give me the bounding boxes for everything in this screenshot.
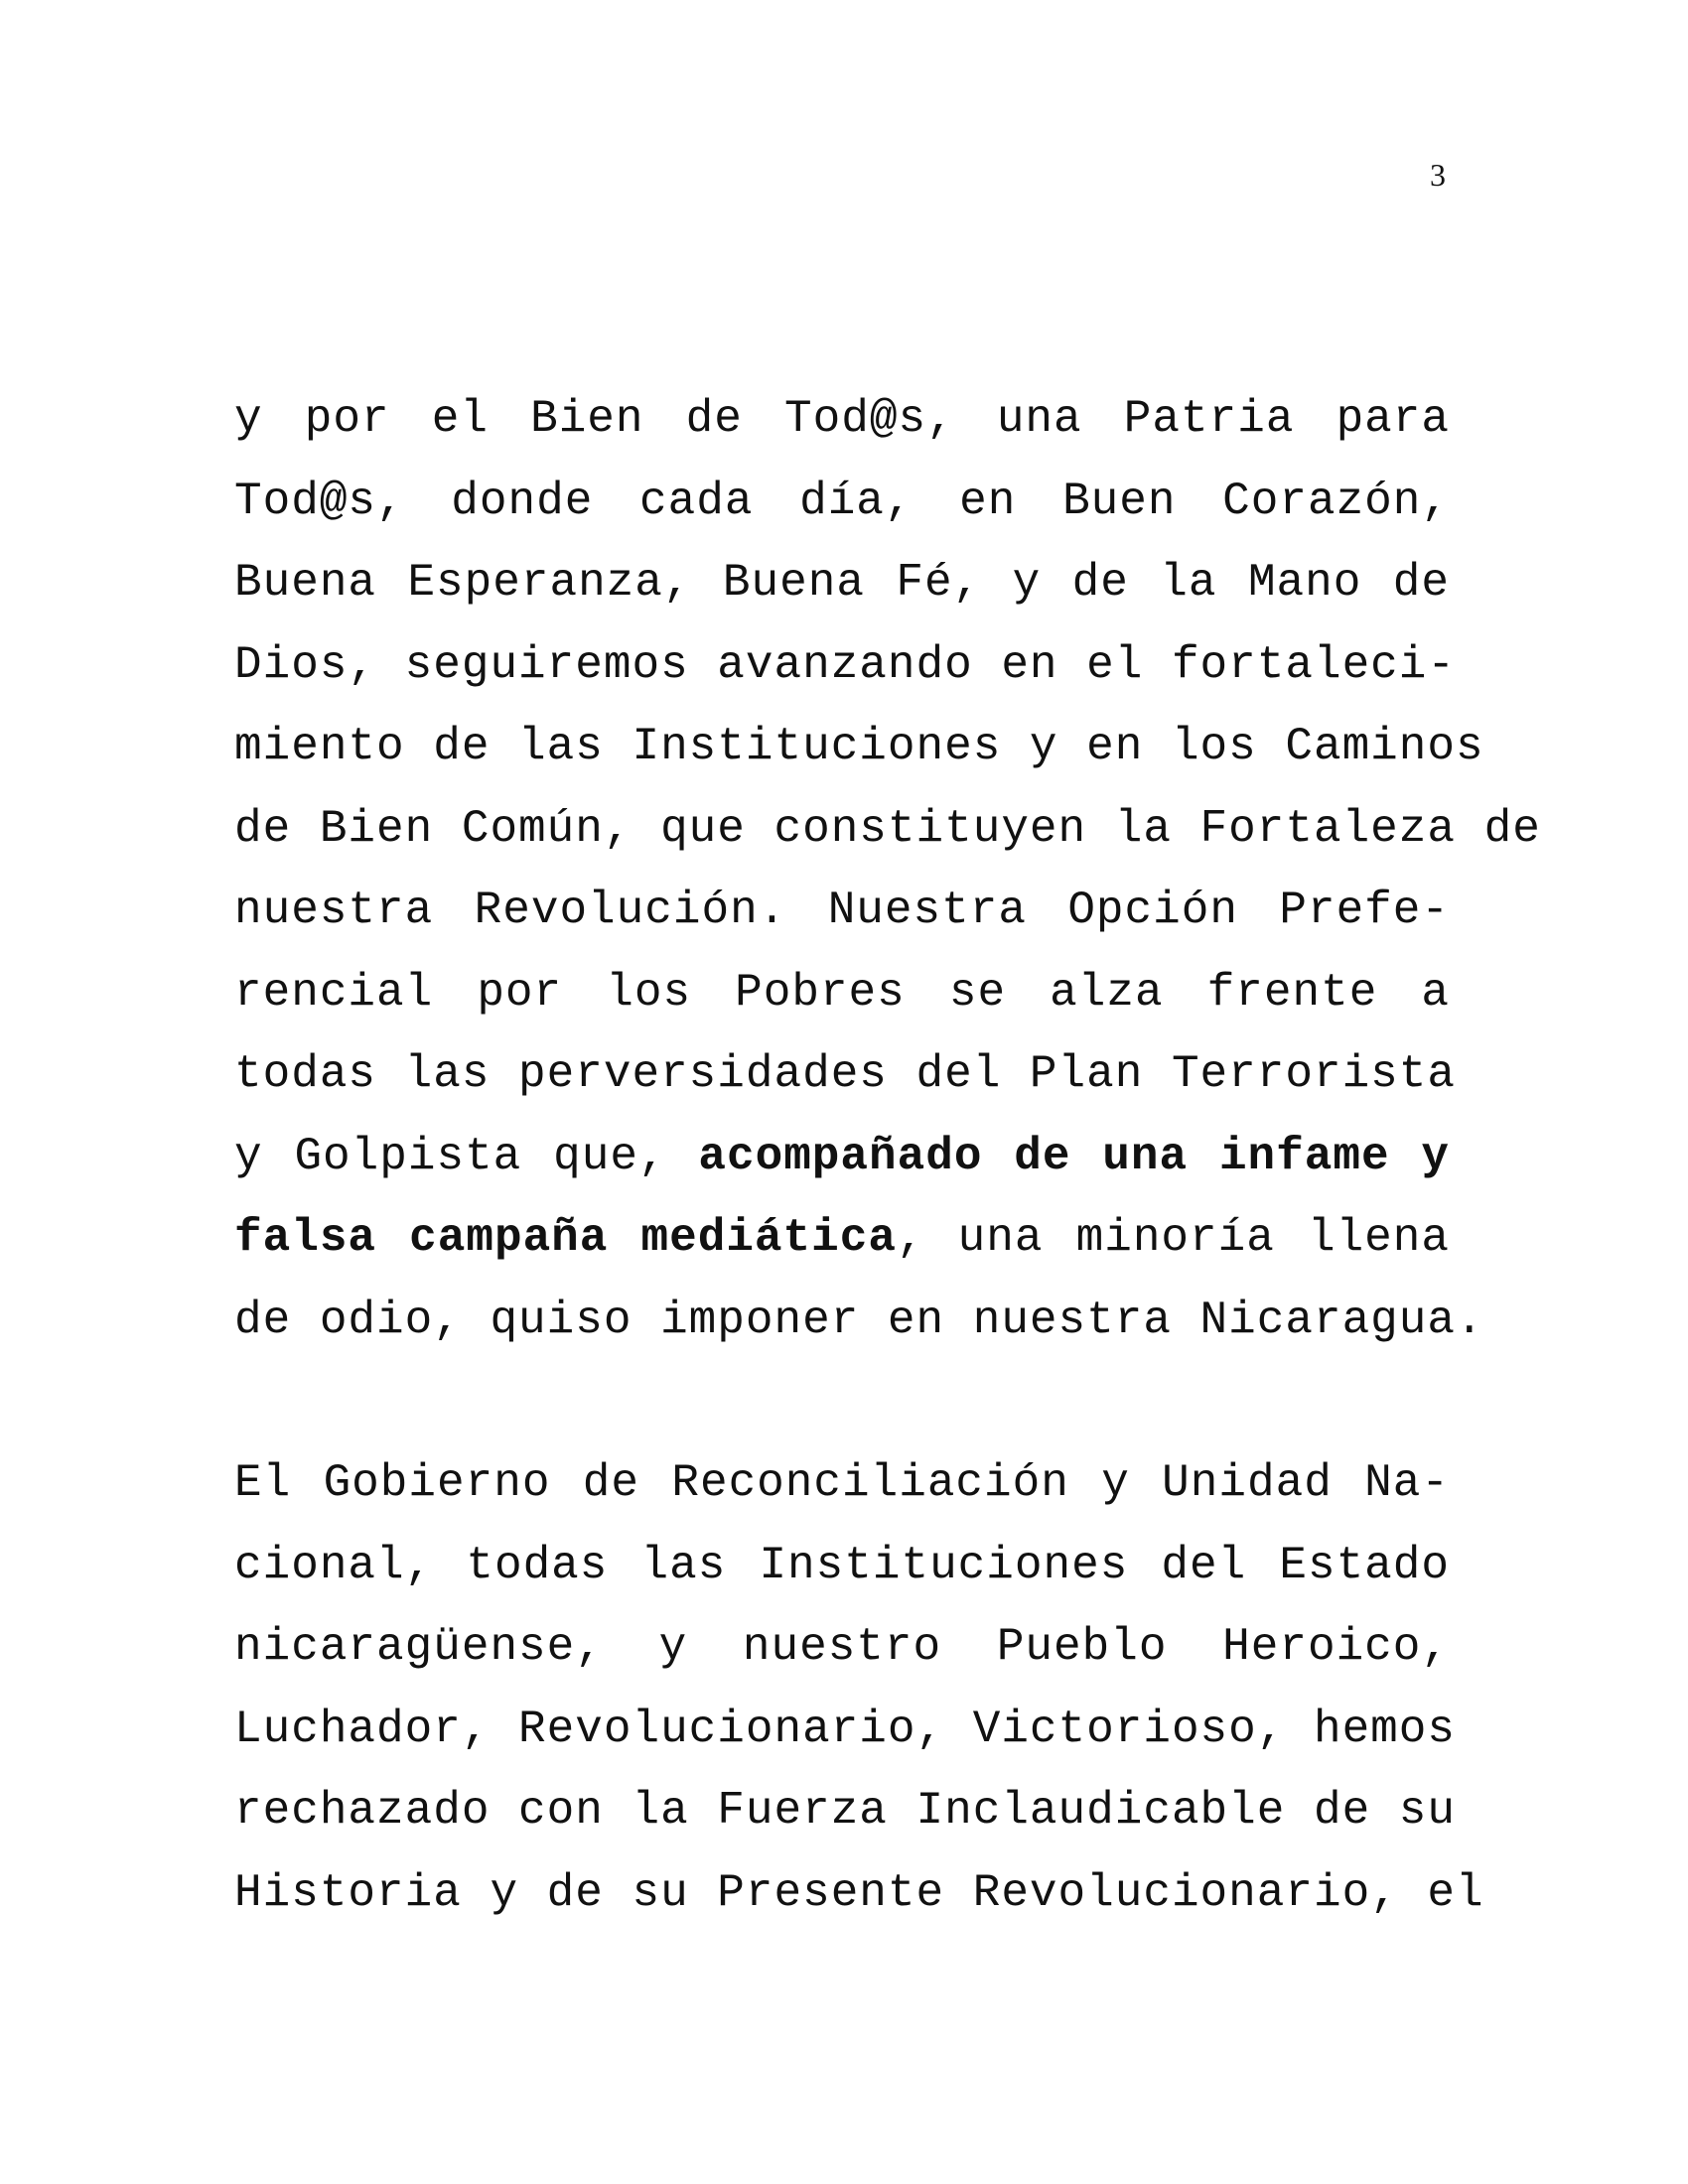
- text-line: miento de las Instituciones y en los Caminos: [234, 721, 1484, 772]
- body-paragraph-2: [234, 1442, 1484, 1934]
- text-line: rechazado con la Fuerza Inclaudicable de su: [234, 1785, 1456, 1837]
- text-line: nicaragüense, y nuestro Pueblo Heroico,: [234, 1621, 1450, 1673]
- text-line: Historia y de su Presente Revolucionario, el: [234, 1866, 1484, 1919]
- text-segment: y Golpista que,: [234, 1130, 699, 1182]
- text-line: El Gobierno de Reconciliación y Unidad Na-: [234, 1457, 1450, 1509]
- text-line: Tod@s, donde cada día, en Buen Corazón,: [234, 475, 1450, 527]
- text-line: Buena Esperanza, Buena Fé, y de la Mano de: [234, 557, 1450, 609]
- text-line: Luchador, Revolucionario, Victorioso, hemos: [234, 1703, 1456, 1755]
- bold-emphasis-text: acompañado de una infame y: [698, 1130, 1451, 1182]
- bold-emphasis-text: falsa campaña mediática: [234, 1212, 897, 1264]
- text-line: de odio, quiso imponer en nuestra Nicaragua.: [234, 1294, 1484, 1346]
- text-line: Dios, seguiremos avanzando en el fortaleci-: [234, 638, 1456, 691]
- text-line: [234, 1116, 1450, 1198]
- text-line: nuestra Revolución. Nuestra Opción Prefe-: [234, 885, 1450, 936]
- text-line: todas las perversidades del Plan Terrorista: [234, 1048, 1456, 1100]
- text-line: rencial por los Pobres se alza frente a: [234, 966, 1450, 1019]
- page-number: 3: [1430, 157, 1446, 193]
- body-paragraph-1: [234, 378, 1541, 1361]
- text-line: cional, todas las Instituciones del Estado: [234, 1539, 1450, 1591]
- text-line: y por el Bien de Tod@s, una Patria para: [234, 393, 1450, 445]
- text-segment: , una minoría llena: [896, 1212, 1450, 1264]
- text-line: de Bien Común, que constituyen la Fortaleza de: [234, 802, 1541, 855]
- text-line: [234, 1197, 1450, 1280]
